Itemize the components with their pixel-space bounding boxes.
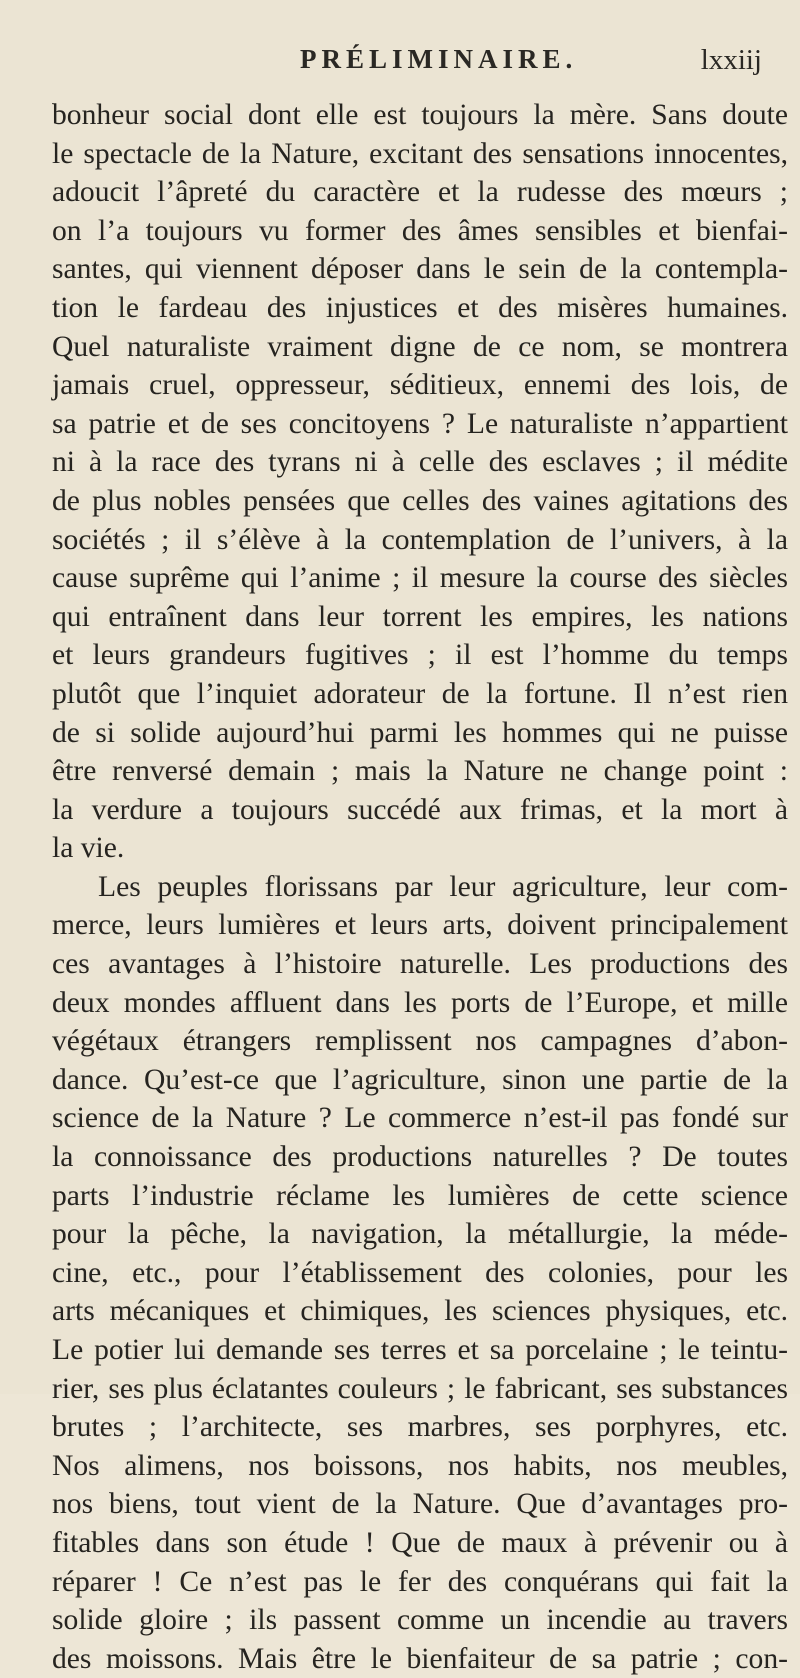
text-line: de plus nobles pensées que celles des vaines agitations des xyxy=(52,484,788,517)
text-line: dance. Qu’est-ce que l’agriculture, sinon une partie de la xyxy=(52,1063,788,1096)
text-line: plutôt que l’inquiet adorateur de la fortune. Il n’est rien xyxy=(52,677,788,710)
text-line: ni à la race des tyrans ni à celle des esclaves ; il médite xyxy=(52,446,788,479)
text-line: et leurs grandeurs fugitives ; il est l’homme du temps xyxy=(52,639,788,672)
text-line: rier, ses plus éclatantes couleurs ; le fabricant, ses substances xyxy=(52,1372,788,1405)
text-line: sociétés ; il s’élève à la contemplation de l’univers, à la xyxy=(52,523,788,556)
text-line: bonheur social dont elle est toujours la mère. Sans doute xyxy=(52,99,788,131)
paragraph-end-line: la vie. xyxy=(52,832,125,865)
text-line: adoucit l’âpreté du caractère et la rudesse des mœurs ; xyxy=(52,176,788,209)
text-line: ces avantages à l’histoire naturelle. Les productions des xyxy=(52,948,788,981)
text-line: solide gloire ; ils passent comme un incendie au travers xyxy=(52,1604,788,1637)
text-line: être renversé demain ; mais la Nature ne change point : xyxy=(52,755,788,788)
text-line: sa patrie et de ses concitoyens ? Le naturaliste n’appartient xyxy=(52,407,788,440)
text-line: merce, leurs lumières et leurs arts, doivent principalement xyxy=(52,909,788,942)
text-line: santes, qui viennent déposer dans le sein de la contempla- xyxy=(52,253,788,286)
text-line: deux mondes affluent dans les ports de l’Europe, et mille xyxy=(52,986,788,1019)
text-line: cause suprême qui l’anime ; il mesure la course des siècles xyxy=(52,562,788,595)
text-line: nos biens, tout vient de la Nature. Que d’avantages pro- xyxy=(52,1488,788,1521)
paragraph-start-line: Les peuples florissans par leur agriculture, leur com- xyxy=(98,870,788,903)
text-line: réparer ! Ce n’est pas le fer des conquérans qui fait la xyxy=(52,1565,788,1598)
text-line: Nos alimens, nos boissons, nos habits, nos meubles, xyxy=(52,1449,788,1482)
text-line: qui entraînent dans leur torrent les empires, les nations xyxy=(52,600,788,633)
page-number: lxxiij xyxy=(700,44,762,76)
text-line: cine, etc., pour l’établissement des colonies, pour les xyxy=(52,1256,788,1289)
text-line: tion le fardeau des injustices et des misères humaines. xyxy=(52,291,788,324)
text-line: des moissons. Mais être le bienfaiteur de sa patrie ; con- xyxy=(52,1642,788,1675)
text-line: fitables dans son étude ! Que de maux à prévenir ou à xyxy=(52,1526,788,1559)
text-line: parts l’industrie réclame les lumières de cette science xyxy=(52,1179,788,1212)
text-line: la connoissance des productions naturelles ? De toutes xyxy=(52,1141,788,1174)
text-line: pour la pêche, la navigation, la métallurgie, la méde- xyxy=(52,1218,788,1251)
page-header xyxy=(100,44,780,84)
text-line: la verdure a toujours succédé aux frimas, et la mort à xyxy=(52,793,788,826)
text-line: arts mécaniques et chimiques, les sciences physiques, etc. xyxy=(52,1295,788,1328)
text-line: science de la Nature ? Le commerce n’est-il pas fondé sur xyxy=(52,1102,788,1135)
text-line: Quel naturaliste vraiment digne de ce nom, se montrera xyxy=(52,330,788,363)
text-line: jamais cruel, oppresseur, séditieux, ennemi des lois, de xyxy=(52,369,788,402)
text-line: de si solide aujourd’hui parmi les hommes qui ne puisse xyxy=(52,716,788,749)
text-line: le spectacle de la Nature, excitant des sensations innocentes, xyxy=(52,137,788,170)
text-line: on l’a toujours vu former des âmes sensibles et bienfai- xyxy=(52,214,788,247)
text-line: Le potier lui demande ses terres et sa porcelaine ; le teintu- xyxy=(52,1334,788,1366)
text-line: végétaux étrangers remplissent nos campagnes d’abon- xyxy=(52,1025,788,1058)
text-line: brutes ; l’architecte, ses marbres, ses porphyres, etc. xyxy=(52,1411,788,1444)
running-title: PRÉLIMINAIRE. xyxy=(300,44,578,74)
body-text xyxy=(52,96,788,1678)
